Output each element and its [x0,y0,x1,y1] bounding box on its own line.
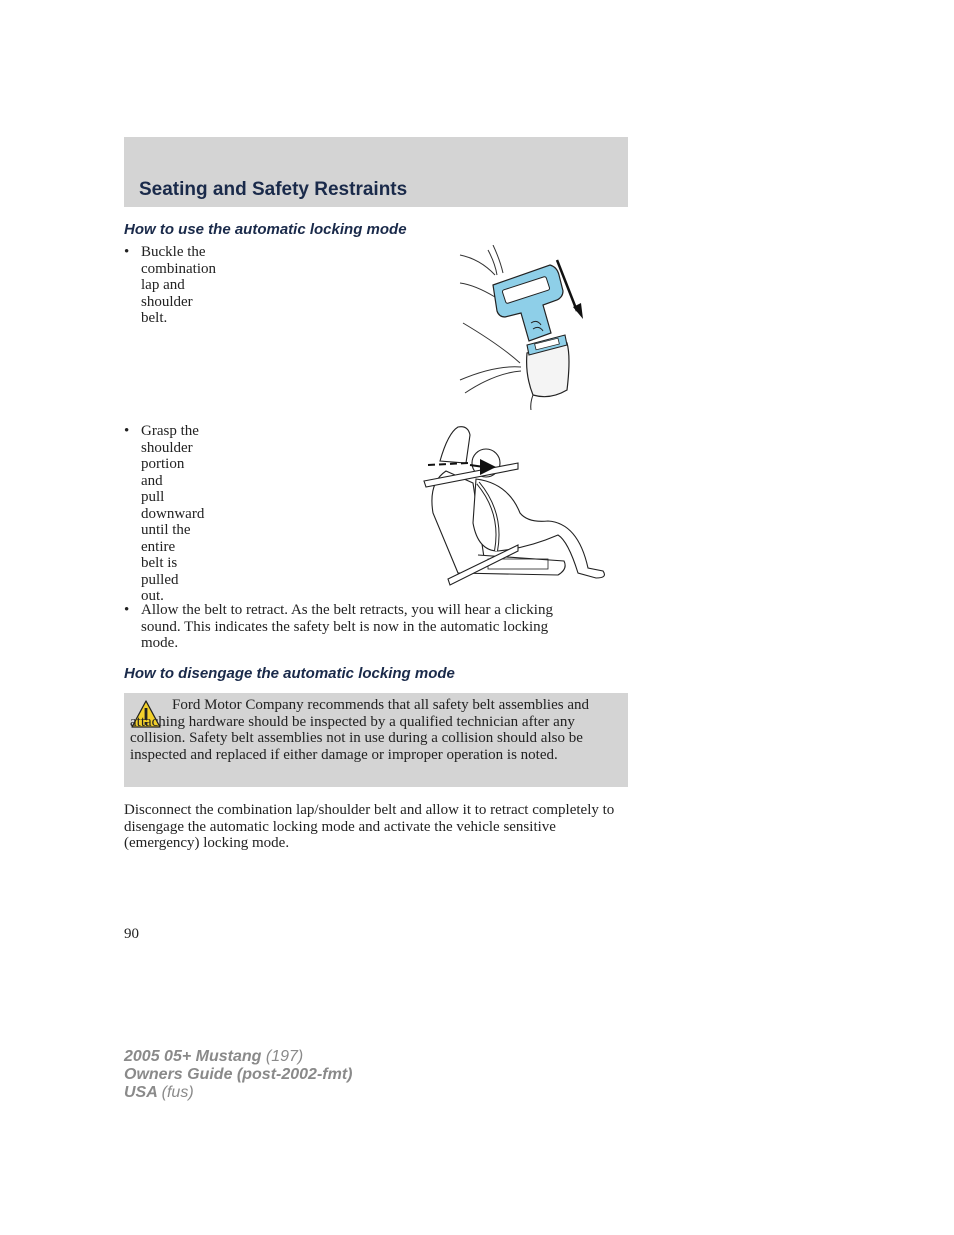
page-number: 90 [124,926,139,942]
footer-document-info: 2005 05+ Mustang (197) Owners Guide (post-2002-fmt) USA (fus) [124,1048,353,1101]
buckle-illustration [455,245,590,410]
section-header-band [124,137,628,207]
section-heading-disengage: How to disengage the automatic locking mode [124,665,455,682]
warning-box [124,693,628,787]
disengage-paragraph: Disconnect the combination lap/shoulder belt and allow it to retract completely to disengage the automatic locking mode and activate the vehicle sensitive (emergency) locking mode. [124,802,615,851]
section-heading-use: How to use the automatic locking mode [124,221,407,238]
page-title: Seating and Safety Restraints [139,179,408,200]
warning-text: Ford Motor Company recommends that all safety belt assemblies and attaching hardware should be inspected by a qualified technician after any collision. Safety belt assemblies not in use during a collision should also be inspected and replaced if either damage or improper operation is noted. [130,697,589,763]
seated-occupant-illustration [418,423,608,588]
